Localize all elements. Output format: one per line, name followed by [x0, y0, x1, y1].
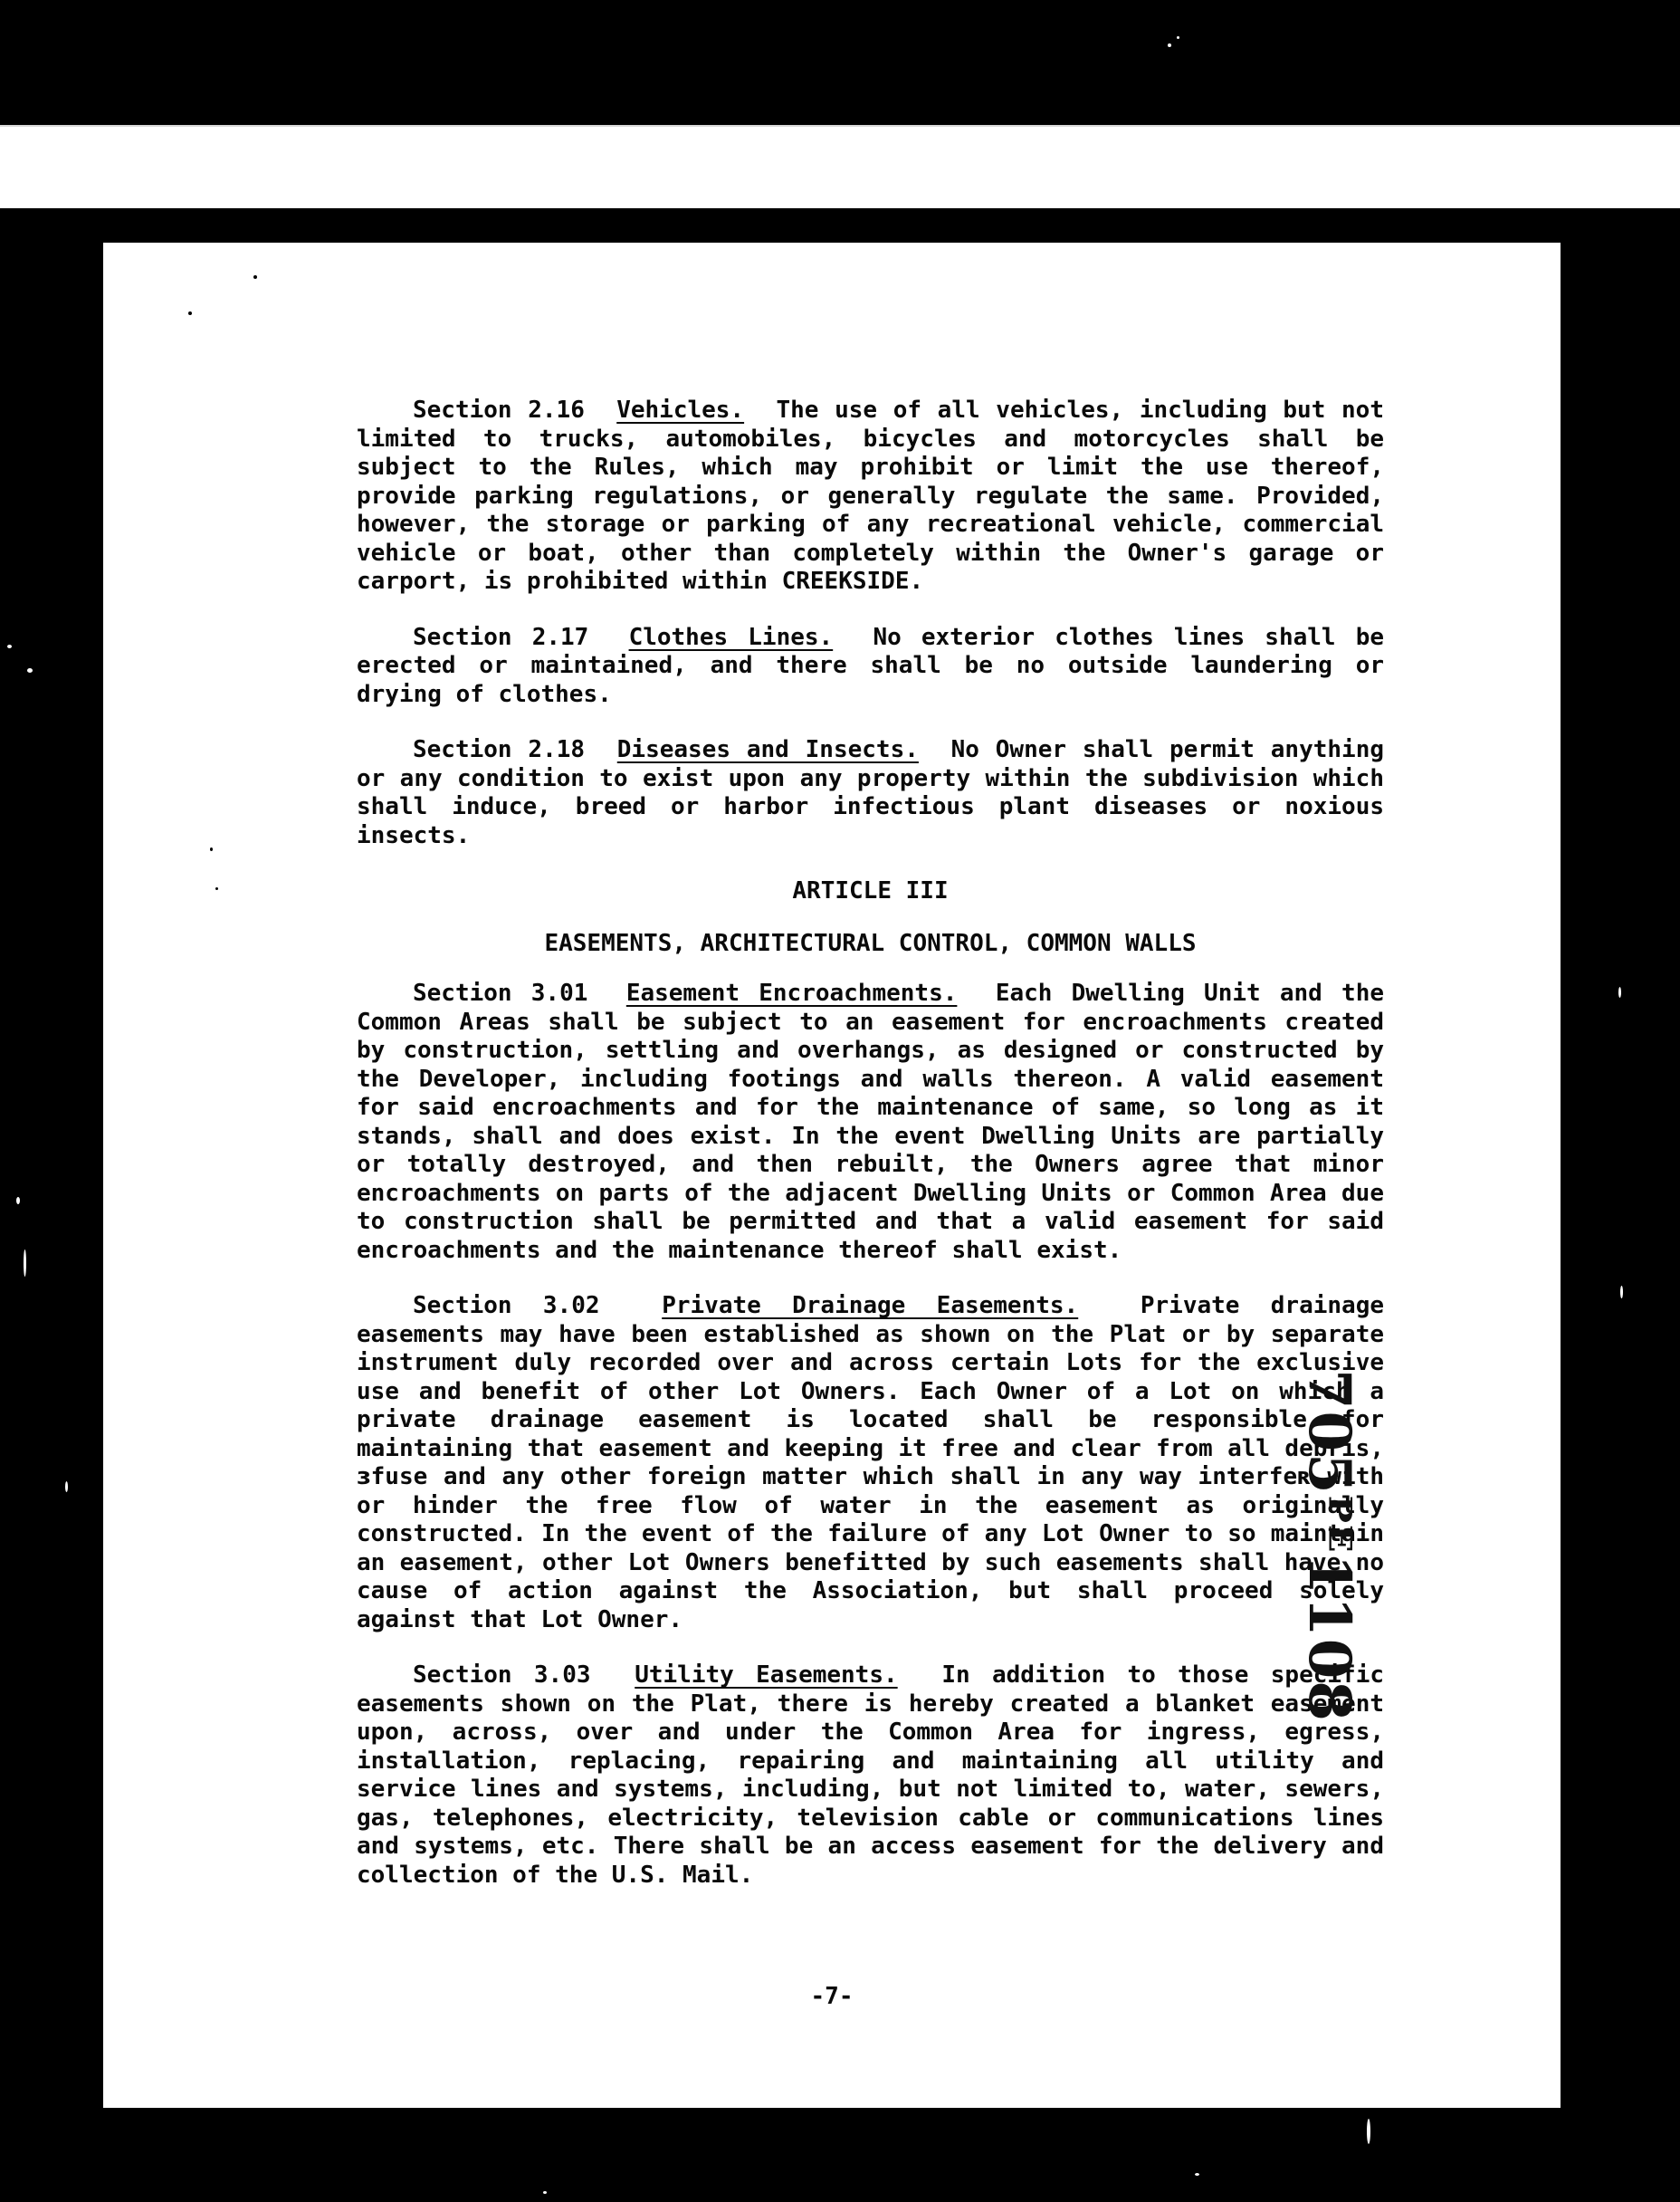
- scan-speck: [7, 645, 12, 648]
- scan-speck: [1177, 36, 1179, 39]
- section-heading: Utility Easements.: [635, 1661, 898, 1689]
- section-body: The use of all vehicles, including but not limited to trucks, automobiles, bicycles and motorcycles shall be subject to the Rules, which may prohibit or limit the use thereof, provide parking regulations, or generally regulate the same. Provided, however, the storage or parking of any recreational vehicle, commercial vehicle or boat, other than completely within the Owner's garage or carport, is prohibited within CREEKSIDE.: [357, 397, 1384, 595]
- scan-speck: [65, 1481, 68, 1492]
- page-speck: [188, 311, 192, 315]
- page-speck: [210, 847, 213, 851]
- scan-speck: [24, 1249, 26, 1277]
- scan-speck: [1195, 2173, 1199, 2176]
- page-speck: [215, 887, 218, 890]
- scan-speck: [1168, 43, 1171, 47]
- section-number: Section 3.02: [413, 1292, 600, 1319]
- section-body: Private drainage easements may have been established as shown on the Plat or by separate instrument duly recorded over and across certain Lots for the exclusive use and benefit of other Lot Owners. Each Owner of a Lot on which a private drainage easement is located shall be responsible for maintaining that easement and keeping it free and clear from all debris, ɜfuse and any other foreign matter which shall in any way interfeʀ with or hinder the free flow of water in the easement as originally constructed. In the event of the failure of any Lot Owner to so maintain an easement, other Lot Owners benefitted by such easements shall have no cause of action against the Association, but shall proceed solely against that Lot Owner.: [357, 1292, 1385, 1633]
- section-body: No Owner shall permit anything or any condition to exist upon any property within the subdivision which shall induce, breed or harbor infectious plant diseases or noxious insects.: [357, 736, 1385, 849]
- scan-speck: [1618, 987, 1621, 998]
- section-number: Section 3.03: [413, 1661, 591, 1689]
- section-3-01: [357, 980, 1384, 1265]
- page-number: -7-: [810, 1983, 854, 2010]
- section-heading: Diseases and Insects.: [616, 736, 919, 763]
- scan-top-band: [0, 127, 1680, 208]
- section-heading: Private Drainage Easements.: [662, 1292, 1079, 1319]
- section-2-16: [357, 397, 1384, 597]
- scan-speck: [1620, 1286, 1623, 1298]
- scan-speck: [16, 1197, 20, 1204]
- article-title: ARTICLE III: [792, 877, 949, 905]
- section-2-18: [357, 736, 1384, 850]
- scan-speck: [543, 2191, 547, 2194]
- section-body: Each Dwelling Unit and the Common Areas shall be subject to an easement for encroachments created by construction, settling and overhangs, as designed or constructed by the Developer, including footings and walls thereon. A valid easement for said encroachments and for the maintenance of same, so long as it stands, shall and does exist. In the event Dwelling Units are partially or totally destroyed, and then rebuilt, the Owners agree that minor encroachments on parts of the adjacent Dwelling Units or Common Area due to construction shall be permitted and that a valid easement for said encroachments and the maintenance thereof shall exist.: [357, 980, 1384, 1264]
- page-speck: [253, 275, 257, 279]
- section-body: No exterior clothes lines shall be erected or maintained, and there shall be no outside laundering or drying of clothes.: [357, 623, 1384, 708]
- document-page: [103, 243, 1561, 2108]
- section-heading: Clothes Lines.: [628, 623, 834, 651]
- document-body: [357, 397, 1384, 1917]
- scan-speck: [27, 668, 33, 673]
- section-heading: Vehicles.: [616, 397, 745, 424]
- section-number: Section 2.16: [413, 397, 585, 424]
- section-number: Section 2.18: [413, 736, 586, 763]
- margin-stamp: 705ᴾᴱ1108: [1295, 1369, 1363, 1723]
- section-body: In addition to those specific easements shown on the Plat, there is hereby created a blanket easement upon, across, over and under the Common Area for ingress, egress, installation, replacing, repairing and maintaining all utility and service lines and systems, including, but not limited to, water, sewers, gas, telephones, electricity, television cable or communications lines and systems, etc. There shall be an access easement for the delivery and collection of the U.S. Mail.: [357, 1661, 1384, 1889]
- section-number: Section 2.17: [413, 623, 589, 651]
- section-3-03: [357, 1661, 1384, 1890]
- article-subtitle: EASEMENTS, ARCHITECTURAL CONTROL, COMMON WALLS: [544, 929, 1197, 957]
- section-number: Section 3.01: [413, 980, 588, 1007]
- scan-speck: [1367, 2119, 1370, 2144]
- section-2-17: [357, 624, 1384, 710]
- section-heading: Easement Encroachments.: [625, 980, 958, 1007]
